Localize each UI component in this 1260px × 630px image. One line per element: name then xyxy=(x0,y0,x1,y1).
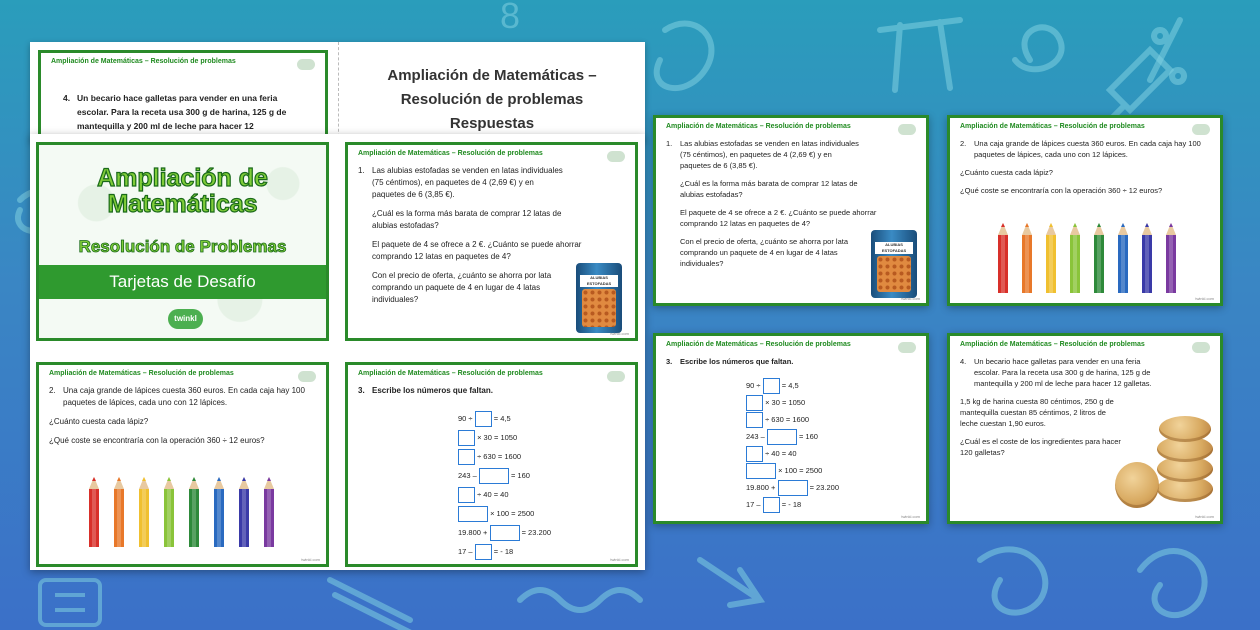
card-footer: twinkl.com xyxy=(610,331,629,336)
pencil-icon xyxy=(1046,223,1056,293)
equation-row xyxy=(458,468,635,487)
card2-q2: ¿Qué coste se encontraría con la operación 360 ÷ 12 euros? xyxy=(960,186,1163,195)
bean-can-image xyxy=(576,263,622,333)
equation-part: 19.800 + xyxy=(458,528,488,537)
calculator-doodle xyxy=(40,580,100,625)
pencil-icon xyxy=(998,223,1008,293)
twinkl-logo-icon xyxy=(297,59,315,70)
question-number: 1. xyxy=(666,139,673,148)
twinkl-logo-icon xyxy=(607,151,625,162)
card-header: Ampliación de Matemáticas – Resolución de problemas xyxy=(666,341,851,348)
equation-part: = - 18 xyxy=(493,547,514,556)
twinkl-logo-icon xyxy=(898,124,916,135)
equation-part: 19.800 + xyxy=(746,483,776,492)
equation-part: = - 18 xyxy=(781,500,802,509)
bean-can-image xyxy=(871,230,917,298)
card1-q3: Con el precio de oferta, ¿cuánto se ahorra por lata comprando un paquete de 4 en lugar de 4 latas individuales? xyxy=(372,271,552,304)
card-header: Ampliación de Matemáticas – Resolución de problemas xyxy=(960,123,1145,130)
pencil-icon xyxy=(114,477,124,547)
card-footer: twinkl.com xyxy=(301,557,320,562)
question-number: 4. xyxy=(63,93,71,103)
pencil-icon xyxy=(1166,223,1176,293)
cover-band: Tarjetas de Desafío xyxy=(39,265,326,299)
equation-part: = 23.200 xyxy=(521,528,551,537)
equation-part: 90 ÷ xyxy=(458,414,473,423)
equation-part: 17 – xyxy=(458,547,473,556)
equation-row xyxy=(458,449,635,468)
pencil-icon xyxy=(1094,223,1104,293)
card4-detail: 1,5 kg de harina cuesta 80 céntimos, 250 g de mantequilla cuestan 85 céntimos, 2 litros de leche cuestan 1,90 euros. xyxy=(960,397,1114,428)
equation-row xyxy=(746,463,926,480)
answer-box[interactable] xyxy=(475,544,492,560)
floating-card-2 xyxy=(947,115,1223,306)
back-card-4 xyxy=(38,50,328,142)
equation-row xyxy=(746,497,926,514)
card2-q1: ¿Cuánto cuesta cada lápiz? xyxy=(960,168,1053,177)
digit-doodle: 8 xyxy=(500,0,521,36)
wave-doodle xyxy=(520,590,640,610)
answer-box[interactable] xyxy=(479,468,509,484)
equation-part: ÷ 630 = 1600 xyxy=(765,415,810,424)
card-header: Ampliación de Matemáticas – Resolución de problemas xyxy=(358,150,543,157)
equation-part: 17 – xyxy=(746,500,761,509)
equation-list xyxy=(746,378,926,514)
can-label: ALUBIAS ESTOFADAS xyxy=(875,242,913,254)
twinkl-brand-badge: twinkl xyxy=(168,309,203,329)
card-footer: twinkl.com xyxy=(1195,514,1214,519)
pencil-icon xyxy=(1022,223,1032,293)
floating-card-3 xyxy=(653,333,929,524)
equation-list xyxy=(458,411,635,563)
question-number: 2. xyxy=(960,139,967,148)
pencil-icon xyxy=(1118,223,1128,293)
floating-card-1 xyxy=(653,115,929,306)
cover-title-line2: Matemáticas xyxy=(107,190,258,218)
twinkl-logo-icon xyxy=(1192,124,1210,135)
equation-row xyxy=(458,544,635,563)
card2-q2: ¿Qué coste se encontraría con la operación 360 ÷ 12 euros? xyxy=(49,436,265,445)
question-number: 1. xyxy=(358,166,365,175)
beans-icon xyxy=(877,256,911,292)
cover-card xyxy=(36,142,329,341)
equation-row xyxy=(746,412,926,429)
card1-q3: Con el precio de oferta, ¿cuánto se ahorra por lata comprando un paquete de 4 en lugar de 4 latas individuales? xyxy=(680,237,849,268)
equation-part: × 100 = 2500 xyxy=(490,509,535,518)
challenge-card-3 xyxy=(345,362,638,567)
loop-doodle xyxy=(980,549,1045,612)
equation-row xyxy=(746,429,926,446)
answer-box[interactable] xyxy=(746,446,763,462)
equation-row xyxy=(458,411,635,430)
equation-part: = 4,5 xyxy=(781,381,799,390)
card-header: Ampliación de Matemáticas – Resolución de problemas xyxy=(960,341,1145,348)
card-header: Ampliación de Matemáticas – Resolución de problemas xyxy=(51,58,236,65)
equation-row xyxy=(746,378,926,395)
question-number: 3. xyxy=(666,357,673,366)
card-footer: twinkl.com xyxy=(901,514,920,519)
pencil-icon xyxy=(239,477,249,547)
twinkl-logo-icon xyxy=(898,342,916,353)
answer-box[interactable] xyxy=(746,395,763,411)
card1-q2: El paquete de 4 se ofrece a 2 €. ¿Cuánto se puede ahorrar comprando 12 latas en paquetes de 4? xyxy=(680,208,877,228)
question-number: 4. xyxy=(960,357,967,366)
answer-box[interactable] xyxy=(746,463,776,479)
pencil-icon xyxy=(89,477,99,547)
equation-part: × 30 = 1050 xyxy=(765,398,806,407)
card-footer: twinkl.com xyxy=(1195,296,1214,301)
arrow-doodle xyxy=(700,560,760,605)
equation-row xyxy=(746,480,926,497)
answers-title-line3: Respuestas xyxy=(449,115,535,132)
pencil-icon xyxy=(1142,223,1152,293)
pencil-icon xyxy=(189,477,199,547)
pi-doodle xyxy=(880,20,960,90)
equation-part: × 30 = 1050 xyxy=(477,433,518,442)
answer-box[interactable] xyxy=(458,487,475,503)
swirl-doodle xyxy=(1015,27,1062,69)
can-label: ALUBIAS ESTOFADAS xyxy=(580,275,618,287)
card2-intro: Una caja grande de lápices cuesta 360 euros. En cada caja hay 100 paquetes de lápices, cada uno con 12 lápices. xyxy=(63,386,305,407)
equation-part: × 100 = 2500 xyxy=(778,466,823,475)
card2-intro: Una caja grande de lápices cuesta 360 euros. En cada caja hay 100 paquetes de lápices, cada uno con 12 lápices. xyxy=(974,139,1201,159)
pencil-icon xyxy=(164,477,174,547)
card3-intro: Escribe los números que faltan. xyxy=(372,386,493,395)
cover-title-line1: Ampliación de xyxy=(97,164,268,192)
card1-q1: ¿Cuál es la forma más barata de comprar 12 latas de alubias estofadas? xyxy=(680,179,858,199)
equation-row xyxy=(458,506,635,525)
answers-title xyxy=(342,64,642,136)
equation-row xyxy=(746,395,926,412)
equation-part: = 160 xyxy=(510,471,530,480)
card4-q1: ¿Cuál es el coste de los ingredientes para hacer 120 galletas? xyxy=(960,437,1121,457)
equation-row xyxy=(746,446,926,463)
challenge-card-1 xyxy=(345,142,638,341)
card-footer: twinkl.com xyxy=(610,557,629,562)
twinkl-logo-icon xyxy=(298,371,316,382)
pencil-icon xyxy=(214,477,224,547)
answer-box[interactable] xyxy=(458,506,488,522)
answer-box[interactable] xyxy=(767,429,797,445)
card3-intro: Escribe los números que faltan. xyxy=(680,357,794,366)
equation-part: 243 – xyxy=(458,471,477,480)
card4-intro: Un becario hace galletas para vender en una feria escolar. Para la receta usa 300 g de harina, 125 g de mantequilla y 200 ml de leche para hacer 12 galletas. xyxy=(974,357,1152,388)
equation-part: = 160 xyxy=(798,432,818,441)
beans-icon xyxy=(582,289,616,327)
pencil-row xyxy=(89,477,274,547)
twinkl-logo-icon xyxy=(1192,342,1210,353)
card2-q1: ¿Cuánto cuesta cada lápiz? xyxy=(49,417,149,426)
sheet-divider xyxy=(338,42,339,142)
card-header: Ampliación de Matemáticas – Resolución de problemas xyxy=(666,123,851,130)
question-number: 3. xyxy=(358,386,365,395)
pencil-icon xyxy=(264,477,274,547)
answer-box[interactable] xyxy=(763,378,780,394)
answers-title-line1: Ampliación de Matemáticas – xyxy=(387,67,597,84)
equation-row xyxy=(458,430,635,449)
answer-box[interactable] xyxy=(475,411,492,427)
answer-box[interactable] xyxy=(458,449,475,465)
cover-title xyxy=(39,165,326,217)
answer-box[interactable] xyxy=(746,412,763,428)
equation-part: = 4,5 xyxy=(493,414,511,423)
cover-subtitle: Resolución de Problemas xyxy=(78,237,287,256)
equation-part: = 23.200 xyxy=(809,483,839,492)
equation-row xyxy=(458,487,635,506)
curl-doodle xyxy=(657,24,712,89)
equation-row xyxy=(458,525,635,544)
equation-part: ÷ 40 = 40 xyxy=(477,490,509,499)
twinkl-logo-icon xyxy=(607,371,625,382)
floating-card-4 xyxy=(947,333,1223,524)
card1-intro: Las alubias estofadas se venden en latas individuales (75 céntimos), en paquetes de 4 (2,69 €) y en paquetes de 6 (3,85 €). xyxy=(372,166,563,199)
pencil-doodle xyxy=(330,580,415,630)
pencil-row xyxy=(998,223,1176,293)
answer-box[interactable] xyxy=(763,497,780,513)
equation-part: 243 – xyxy=(746,432,765,441)
card-footer: twinkl.com xyxy=(901,296,920,301)
card1-q2: El paquete de 4 se ofrece a 2 €. ¿Cuánto se puede ahorrar comprando 12 latas en paquetes de 4? xyxy=(372,240,582,261)
spiral-doodle xyxy=(1140,551,1205,615)
answers-title-line2: Resolución de problemas xyxy=(400,91,584,108)
answer-box[interactable] xyxy=(458,430,475,446)
equation-part: ÷ 630 = 1600 xyxy=(477,452,522,461)
card1-intro: Las alubias estofadas se venden en latas individuales (75 céntimos), en paquetes de 4 (2,69 €) y en paquetes de 6 (3,85 €). xyxy=(680,139,859,170)
pencil-icon xyxy=(1070,223,1080,293)
question-number: 2. xyxy=(49,386,56,395)
pencil-icon xyxy=(139,477,149,547)
answer-box[interactable] xyxy=(778,480,808,496)
card-header: Ampliación de Matemáticas – Resolución de problemas xyxy=(49,370,234,377)
question-text: Un becario hace galletas para vender en una feria escolar. Para la receta usa 300 g de harina, 125 g de mantequilla y 200 ml de leche para hacer 12 xyxy=(77,93,287,131)
equation-part: ÷ 40 = 40 xyxy=(765,449,797,458)
answer-box[interactable] xyxy=(490,525,520,541)
card-header: Ampliación de Matemáticas – Resolución de problemas xyxy=(358,370,543,377)
challenge-card-2 xyxy=(36,362,329,567)
card1-q1: ¿Cuál es la forma más barata de comprar 12 latas de alubias estofadas? xyxy=(372,209,562,230)
equation-part: 90 ÷ xyxy=(746,381,761,390)
